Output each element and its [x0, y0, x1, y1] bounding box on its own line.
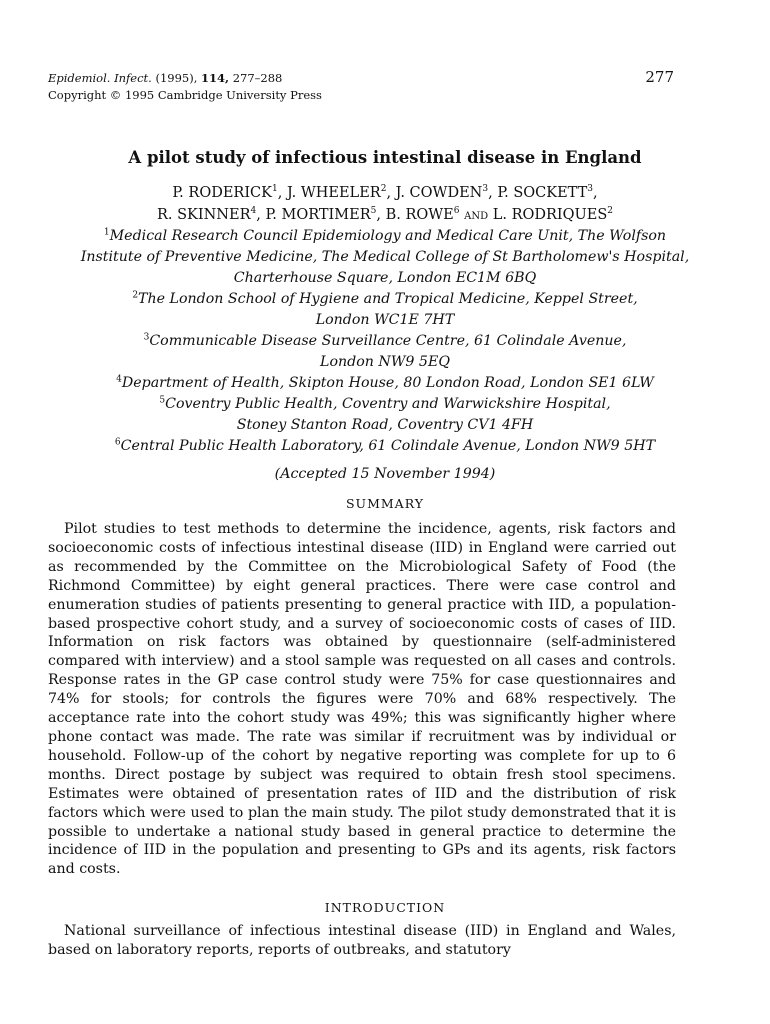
- author: P. MORTIMER: [265, 207, 371, 223]
- author: B. ROWE: [385, 207, 454, 223]
- affil-line: Central Public Health Laboratory, 61 Colindale Avenue, London NW9 5HT: [120, 438, 656, 454]
- author: R. SKINNER: [156, 207, 251, 223]
- introduction-heading: INTRODUCTION: [324, 900, 446, 915]
- journal-year: (1995),: [155, 71, 198, 85]
- affiliation-6: [40, 436, 730, 457]
- affil-line: Communicable Disease Surveillance Centre, 61 Colindale Avenue,: [149, 333, 627, 349]
- author-affil-sup: 3: [482, 184, 489, 195]
- author: J. COWDEN: [395, 185, 483, 201]
- summary-section: [48, 520, 676, 879]
- page-number: 277: [645, 68, 674, 86]
- journal-header: [48, 70, 322, 104]
- affiliation-3: [40, 331, 730, 352]
- affil-sup: 3: [143, 332, 150, 343]
- affiliation-1-cont: Charterhouse Square, London EC1M 6BQ: [233, 270, 537, 286]
- author-affil-sup: 2: [380, 184, 387, 195]
- accepted-date: (Accepted 15 November 1994): [274, 466, 496, 482]
- author-sep: ,: [256, 207, 266, 223]
- author-sep: ,: [386, 185, 396, 201]
- author-line-1: [0, 182, 770, 204]
- affiliation-5-cont: Stoney Stanton Road, Coventry CV1 4FH: [236, 417, 534, 433]
- author-and: and: [464, 207, 489, 223]
- journal-pages: 277–288: [232, 71, 283, 85]
- copyright-line: Copyright © 1995 Cambridge University Press: [48, 88, 322, 102]
- author-affil-sup: 3: [587, 184, 594, 195]
- author-affil-sup: 4: [250, 206, 257, 217]
- affil-sup: 2: [132, 290, 139, 301]
- introduction-section: [48, 922, 676, 960]
- affiliation-2-cont: London WC1E 7HT: [315, 312, 455, 328]
- author-affil-sup: 6: [453, 206, 460, 217]
- author-affil-sup: 5: [370, 206, 377, 217]
- author-sep: ,: [376, 207, 386, 223]
- author: L. RODRIQUES: [492, 207, 608, 223]
- summary-text: Pilot studies to test methods to determine the incidence, agents, risk factors and socioeconomic costs of infectious intestinal disease (IID) in England were carried out as recommended by the Committee on the Microbiological Safety of Food (the Richmond Committee) by eight general practices. There were case control and enumeration studies of patients presenting to general practice with IID, a population-based prospective cohort study, and a survey of socioeconomic costs of cases of IID. Information on risk factors was obtained by questionnaire (self-administered compared with interview) and a stool sample was requested on all cases and controls. Response rates in the GP case control study were 75% for case questionnaires and 74% for stools; for controls the figures were 70% and 68% respectively. The acceptance rate into the cohort study was 49%; this was significantly higher where phone contact was made. The rate was similar if recruitment was by individual or household. Follow-up of the cohort by negative reporting was complete for up to 6 months. Direct postage by subject was required to obtain fresh stool specimens. Estimates were obtained of presentation rates of IID and the distribution of risk factors which were used to plan the main study. The pilot study demonstrated that it is possible to undertake a national study based in general practice to determine the incidence of IID in the population and presenting to GPs and its agents, risk factors and costs.: [48, 521, 676, 878]
- affiliation-1-cont: Institute of Preventive Medicine, The Medical College of St Bartholomew's Hospital,: [80, 249, 690, 265]
- paper-title: A pilot study of infectious intestinal disease in England: [128, 148, 642, 167]
- author: P. RODERICK: [172, 185, 272, 201]
- affiliation-4: [40, 373, 730, 394]
- author-affil-sup: 1: [271, 184, 278, 195]
- author-sep: ,: [593, 185, 598, 201]
- journal-abbrev: Epidemiol. Infect.: [48, 71, 152, 85]
- affil-sup: 5: [159, 395, 166, 406]
- author-line-2: [0, 204, 770, 226]
- affiliation-1: [40, 226, 730, 247]
- journal-volume: 114,: [201, 71, 230, 85]
- author: P. SOCKETT: [497, 185, 588, 201]
- affil-line: Medical Research Council Epidemiology and Medical Care Unit, The Wolfson: [109, 228, 667, 244]
- author-sep: ,: [277, 185, 287, 201]
- author-sep: ,: [488, 185, 498, 201]
- affiliation-3-cont: London NW9 5EQ: [320, 354, 450, 370]
- introduction-text: National surveillance of infectious intestinal disease (IID) in England and Wales, based on laboratory reports, reports of outbreaks, and statutory: [48, 923, 676, 958]
- affil-line: Coventry Public Health, Coventry and Warwickshire Hospital,: [165, 396, 611, 412]
- affil-line: The London School of Hygiene and Tropical Medicine, Keppel Street,: [138, 291, 638, 307]
- summary-heading: SUMMARY: [345, 496, 424, 511]
- affiliation-5: [40, 394, 730, 415]
- affil-line: Department of Health, Skipton House, 80 London Road, London SE1 6LW: [121, 375, 654, 391]
- affiliation-2: [40, 289, 730, 310]
- affil-sup: 1: [103, 227, 110, 238]
- author-affil-sup: 2: [607, 206, 614, 217]
- author: J. WHEELER: [286, 185, 381, 201]
- affil-sup: 6: [114, 437, 121, 448]
- affil-sup: 4: [116, 374, 122, 385]
- author-list: [0, 182, 770, 226]
- citation-line: [48, 70, 322, 87]
- affiliations: [40, 226, 730, 457]
